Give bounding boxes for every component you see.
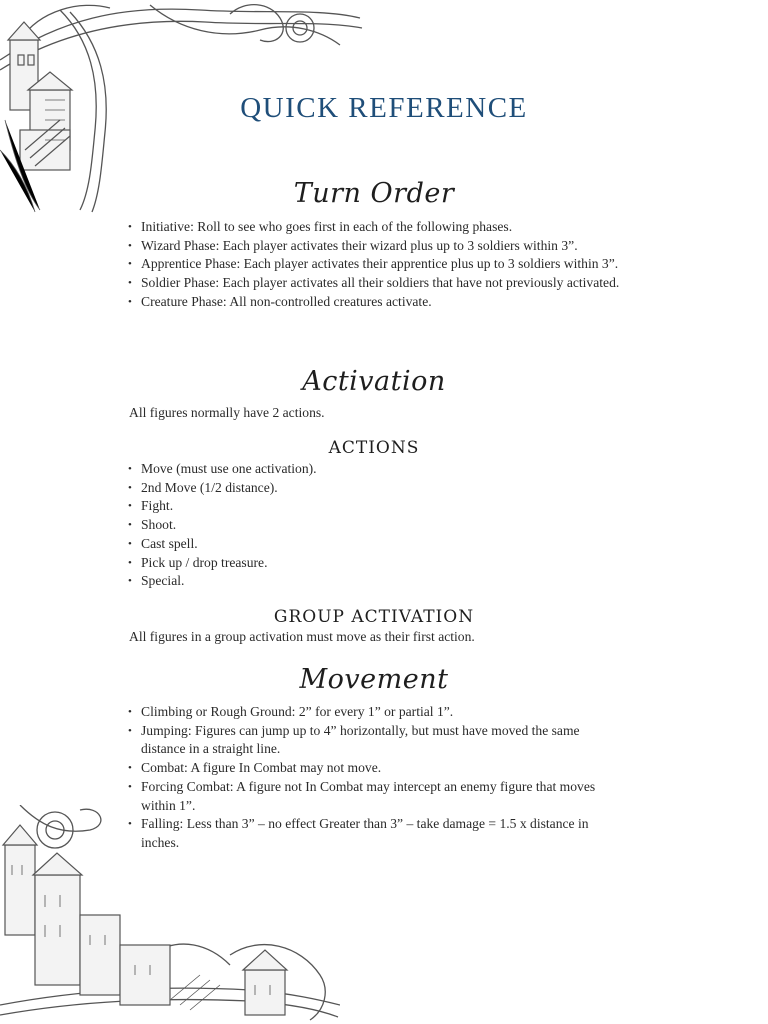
list-item: • Cast spell. — [128, 535, 628, 554]
actions-list — [128, 460, 628, 591]
list-item: • Move (must use one activation). — [128, 460, 628, 479]
actions-heading: ACTIONS — [328, 438, 420, 458]
list-item: • Wizard Phase: Each player activates their wizard plus up to 3 soldiers within 3”. — [128, 237, 628, 256]
list-item: • Shoot. — [128, 516, 628, 535]
list-item: • Falling: Less than 3” – no effect Greater than 3” – take damage = 1.5 x distance in inches. — [128, 815, 620, 852]
group-activation-text: All figures in a group activation must move as their first action. — [129, 629, 475, 644]
list-item: • Soldier Phase: Each player activates all their soldiers that have not previously activated. — [128, 274, 628, 293]
activation-heading: Activation — [302, 366, 446, 397]
list-item: • Forcing Combat: A figure not In Combat may intercept an enemy figure that moves within 1”. — [128, 778, 620, 815]
group-activation-heading: GROUP ACTIVATION — [273, 607, 475, 627]
list-item: • Special. — [128, 572, 628, 591]
activation-intro: All figures normally have 2 actions. — [129, 405, 325, 420]
turn-order-list — [128, 218, 628, 312]
list-item: • Creature Phase: All non-controlled creatures activate. — [128, 293, 628, 312]
list-item: • Climbing or Rough Ground: 2” for every 1” or partial 1”. — [128, 703, 620, 722]
movement-list — [128, 703, 620, 853]
list-item: • 2nd Move (1/2 distance). — [128, 479, 628, 498]
list-item: • Jumping: Figures can jump up to 4” horizontally, but must have moved the same distance in a straight line. — [128, 722, 620, 759]
list-item: • Initiative: Roll to see who goes first in each of the following phases. — [128, 218, 628, 237]
turn-order-heading: Turn Order — [293, 178, 455, 209]
list-item: • Apprentice Phase: Each player activates their apprentice plus up to 3 soldiers within 3”. — [128, 255, 628, 274]
page-title: QUICK REFERENCE — [240, 92, 528, 124]
list-item: • Fight. — [128, 497, 628, 516]
list-item: • Combat: A figure In Combat may not move. — [128, 759, 620, 778]
movement-heading: Movement — [299, 664, 449, 695]
list-item: • Pick up / drop treasure. — [128, 554, 628, 573]
